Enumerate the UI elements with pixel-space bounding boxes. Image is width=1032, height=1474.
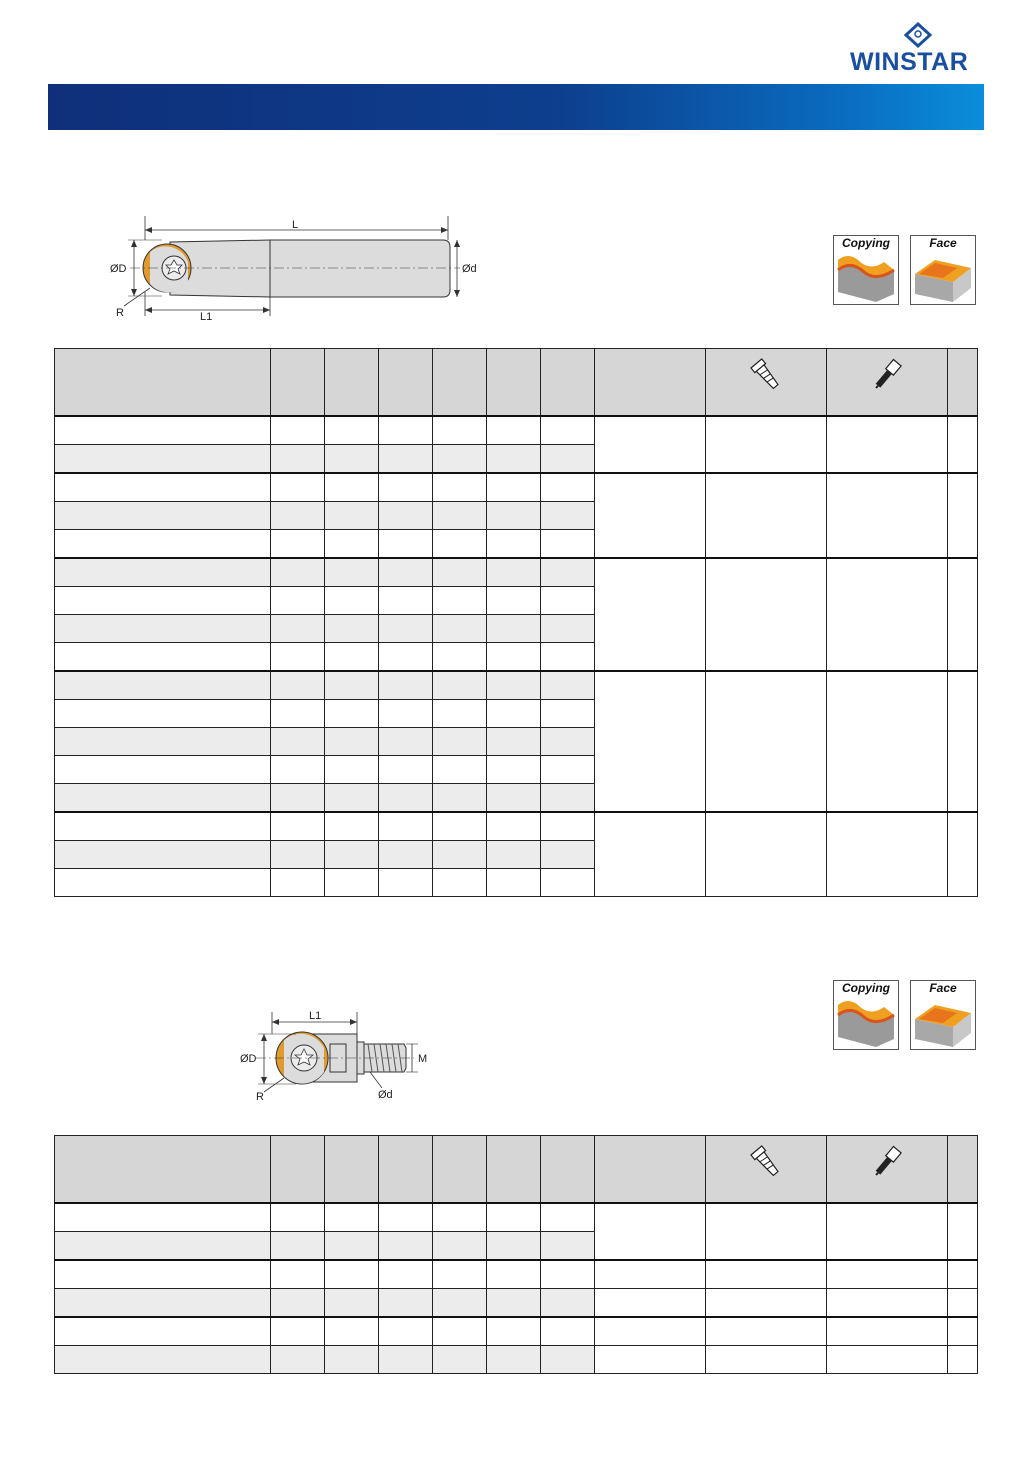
logo-wordmark: WINSTAR	[850, 48, 969, 76]
table-row	[55, 671, 978, 700]
operation-face-label: Face	[929, 236, 957, 250]
header-cell	[325, 349, 379, 417]
header-cell	[595, 1136, 706, 1204]
product-table-2	[54, 1135, 978, 1374]
header-cell	[541, 349, 595, 417]
header-cell-key	[827, 349, 948, 417]
screw-icon	[746, 1144, 786, 1180]
torx-key-icon	[867, 1144, 907, 1180]
header-cell	[433, 1136, 487, 1204]
operation-face-2	[910, 980, 976, 1050]
operation-copying-label-2: Copying	[842, 981, 890, 995]
face-icon	[913, 997, 973, 1047]
table-row	[55, 416, 978, 445]
header-cell-screw	[706, 1136, 827, 1204]
label-L: L	[292, 219, 299, 231]
table-row	[55, 558, 978, 587]
table-header	[55, 1136, 978, 1204]
header-cell	[379, 1136, 433, 1204]
header-cell-key	[827, 1136, 948, 1204]
table-row	[55, 1260, 978, 1289]
table-row	[55, 473, 978, 502]
header-cell-screw	[706, 349, 827, 417]
label-R: R	[116, 307, 124, 319]
header-cell	[271, 349, 325, 417]
torx-key-icon	[867, 357, 907, 393]
label-D-2: ØD	[240, 1053, 257, 1065]
winstar-logo	[848, 22, 988, 74]
title-banner	[48, 84, 984, 130]
table-row	[55, 1317, 978, 1346]
copying-icon	[836, 252, 896, 302]
label-d: Ød	[462, 263, 477, 275]
end-mill-drawing	[100, 212, 480, 324]
label-d-2: Ød	[378, 1089, 393, 1101]
header-cell	[325, 1136, 379, 1204]
label-L1-2: L1	[309, 1010, 322, 1022]
label-D: ØD	[110, 263, 127, 275]
header-cell	[55, 1136, 271, 1204]
table-row	[55, 1346, 978, 1374]
operation-face-label-2: Face	[929, 981, 957, 995]
header-cell	[541, 1136, 595, 1204]
label-M: M	[418, 1053, 428, 1065]
operation-face	[910, 235, 976, 305]
label-R-2: R	[256, 1091, 264, 1103]
header-cell	[948, 349, 978, 417]
header-cell	[271, 1136, 325, 1204]
product-table-1	[54, 348, 978, 897]
operation-copying-2	[833, 980, 899, 1050]
label-L1: L1	[200, 311, 213, 323]
table-row	[55, 1203, 978, 1232]
modular-head-drawing	[236, 1004, 446, 1106]
operation-copying-label: Copying	[842, 236, 890, 250]
face-icon	[913, 252, 973, 302]
screw-icon	[746, 357, 786, 393]
copying-icon	[836, 997, 896, 1047]
operation-copying	[833, 235, 899, 305]
table-header	[55, 349, 978, 417]
header-cell	[379, 349, 433, 417]
header-cell	[433, 349, 487, 417]
table-row	[55, 1289, 978, 1318]
table-row	[55, 812, 978, 841]
header-cell	[487, 349, 541, 417]
header-cell	[595, 349, 706, 417]
header-cell	[55, 349, 271, 417]
header-cell	[487, 1136, 541, 1204]
header-cell	[948, 1136, 978, 1204]
